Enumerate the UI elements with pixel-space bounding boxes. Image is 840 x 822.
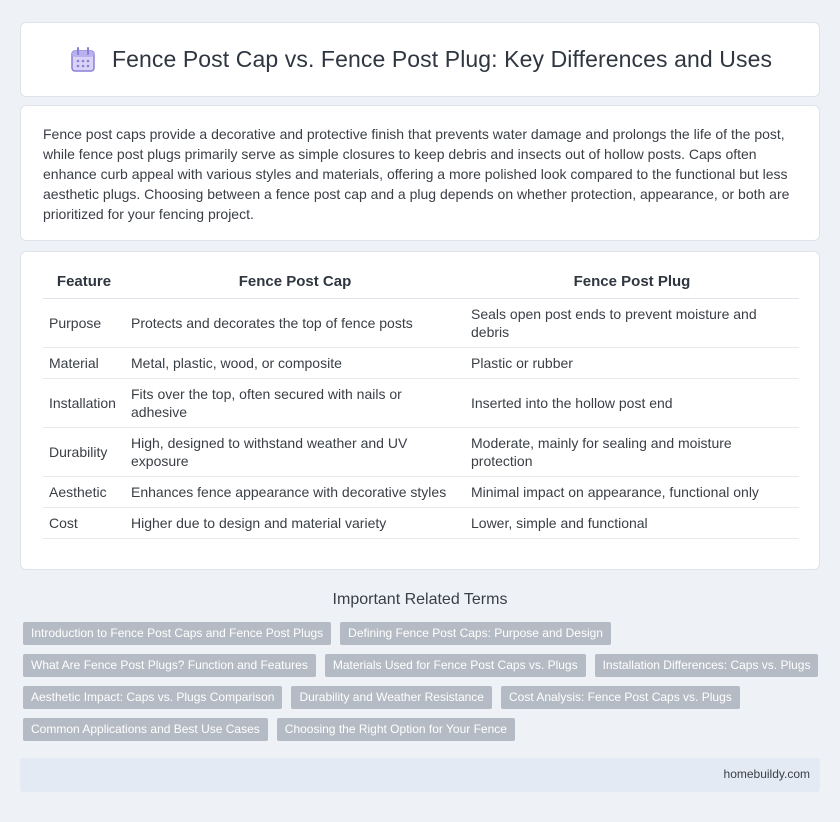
- related-terms-title: Important Related Terms: [332, 591, 508, 608]
- intro-card: [20, 105, 820, 241]
- comparison-table-card: [20, 251, 820, 570]
- intro-paragraph: Fence post caps provide a decorative and protective finish that prevents water damage and prolongs the life of the post, while fence post plugs primarily serve as simple closures to keep debris and insects out of hollow posts. Caps often enhance curb appeal with various styles and materials, offering a more polished look compared to the functional but less aesthetic plugs. Choosing between a fence post cap and a plug depends on whether protection, appearance, or both are prioritized for your fencing project.: [43, 126, 790, 222]
- table-cell: Durability: [43, 427, 125, 476]
- table-row: [43, 347, 799, 378]
- footer: [20, 758, 820, 792]
- related-term-tag[interactable]: Cost Analysis: Fence Post Caps vs. Plugs: [501, 686, 740, 709]
- header-card: [20, 22, 820, 97]
- related-term-tag[interactable]: Materials Used for Fence Post Caps vs. Plugs: [325, 654, 586, 677]
- page-title: Fence Post Cap vs. Fence Post Plug: Key Differences and Uses: [111, 46, 773, 72]
- table-cell: Cost: [43, 507, 125, 538]
- tag-row: [23, 686, 823, 709]
- related-terms-tags: [23, 622, 823, 750]
- footer-site-link[interactable]: homebuildy.com: [723, 767, 810, 781]
- related-term-tag[interactable]: Aesthetic Impact: Caps vs. Plugs Comparison: [23, 686, 282, 709]
- related-term-tag[interactable]: Installation Differences: Caps vs. Plugs: [595, 654, 819, 677]
- related-term-tag[interactable]: What Are Fence Post Plugs? Function and Features: [23, 654, 316, 677]
- table-cell: Inserted into the hollow post end: [465, 378, 799, 427]
- table-cell: Aesthetic: [43, 476, 125, 507]
- table-row: [43, 298, 799, 347]
- table-header-row: [43, 266, 799, 298]
- related-term-tag[interactable]: Defining Fence Post Caps: Purpose and Design: [340, 622, 611, 645]
- table-cell: Seals open post ends to prevent moisture and debris: [465, 298, 799, 347]
- table-cell: Protects and decorates the top of fence posts: [125, 298, 465, 347]
- table-row: [43, 378, 799, 427]
- related-term-tag[interactable]: Introduction to Fence Post Caps and Fence Post Plugs: [23, 622, 331, 645]
- table-row: [43, 427, 799, 476]
- table-cell: Plastic or rubber: [465, 347, 799, 378]
- table-cell: Moderate, mainly for sealing and moisture protection: [465, 427, 799, 476]
- tag-row: [23, 654, 823, 677]
- calendar-icon: [68, 45, 98, 75]
- table-cell: Purpose: [43, 298, 125, 347]
- tag-row: [23, 622, 823, 645]
- table-row: [43, 476, 799, 507]
- header-fence-post-plug: Fence Post Plug: [465, 266, 799, 298]
- table-cell: Fits over the top, often secured with nails or adhesive: [125, 378, 465, 427]
- table-row: [43, 507, 799, 538]
- table-cell: Enhances fence appearance with decorative styles: [125, 476, 465, 507]
- table-cell: Material: [43, 347, 125, 378]
- table-cell: Installation: [43, 378, 125, 427]
- related-term-tag[interactable]: Common Applications and Best Use Cases: [23, 718, 268, 741]
- table-cell: Minimal impact on appearance, functional only: [465, 476, 799, 507]
- tag-row: [23, 718, 823, 741]
- header-feature: Feature: [43, 266, 125, 298]
- table-cell: High, designed to withstand weather and UV exposure: [125, 427, 465, 476]
- table-cell: Higher due to design and material variety: [125, 507, 465, 538]
- header-fence-post-cap: Fence Post Cap: [125, 266, 465, 298]
- table-cell: Metal, plastic, wood, or composite: [125, 347, 465, 378]
- related-term-tag[interactable]: Choosing the Right Option for Your Fence: [277, 718, 515, 741]
- table-cell: Lower, simple and functional: [465, 507, 799, 538]
- title-wrap: [68, 45, 772, 75]
- comparison-table: [43, 266, 799, 539]
- related-term-tag[interactable]: Durability and Weather Resistance: [291, 686, 492, 709]
